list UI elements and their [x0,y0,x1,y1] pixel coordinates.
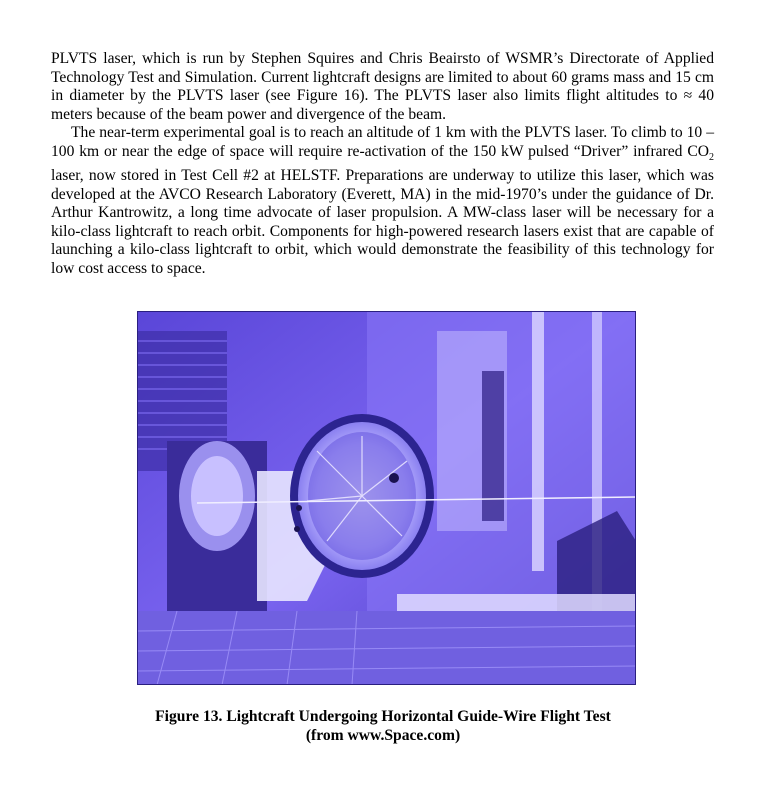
figure-caption-source: (from www.Space.com) [305,727,461,744]
co2-subscript: 2 [709,151,714,163]
lightcraft-photo [137,311,636,685]
paragraph-1: PLVTS laser, which is run by Stephen Squires and Chris Beairsto of WSMR’s Directorate of Applied Technology Test and Simulation. Current lightcraft designs are limited to about 60 grams mass and 15 cm in diameter by the PLVTS laser (see Figure 16). The PLVTS laser also limits flight altitudes to ≈ 40 meters because of the beam power and divergence of the beam. [51,50,714,123]
paragraph-2 [51,124,714,278]
paragraph-2-part-a: The near-term experimental goal is to reach an altitude of 1 km with the PLVTS laser. To climb to 10 – 100 km or near the edge of space will require re-activation of the 150 kW pulsed “Driver” infrared CO [51,124,714,160]
paragraph-2-part-b: laser, now stored in Test Cell #2 at HELSTF. Preparations are underway to utilize this laser, which was developed at the AVCO Research Laboratory (Everett, MA) in the mid-1970’s under the guidance of Dr. Arthur Kantrowitz, a long time advocate of laser propulsion. A MW-class laser will be necessary for a kilo-class lightcraft to reach orbit. Components for high-powered research lasers exist that are capable of launching a kilo-class lightcraft to orbit, which would demonstrate the feasibility of this technology for low cost access to space. [51,167,714,277]
body-text [51,50,714,278]
figure-caption-title: Figure 13. Lightcraft Undergoing Horizontal Guide-Wire Flight Test [155,708,611,725]
